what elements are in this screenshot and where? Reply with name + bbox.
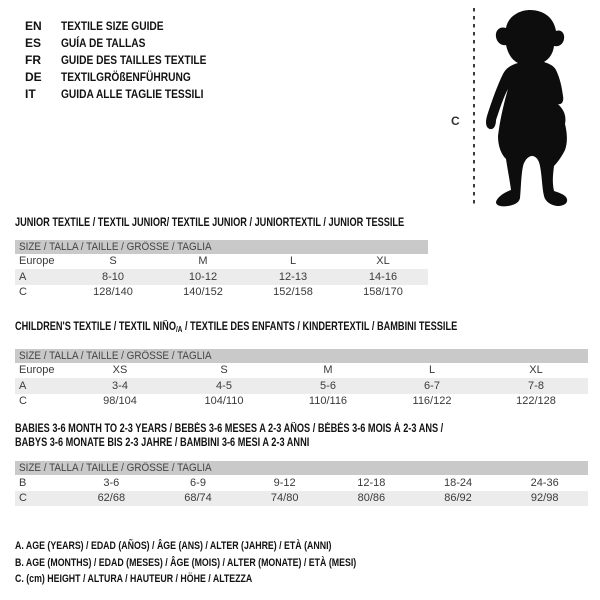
table-cell: 158/170	[363, 286, 403, 299]
guide-title-de: TEXTILGRÖßENFÜHRUNG	[61, 69, 191, 84]
table-cell: 122/128	[516, 395, 556, 408]
table-cell: S	[220, 364, 228, 377]
babies-size-table	[15, 461, 588, 506]
row-label: B	[19, 476, 27, 489]
table-row-height	[15, 394, 588, 410]
babies-section-title-line1	[15, 423, 588, 437]
table-cell: 9-12	[273, 476, 296, 489]
children-title-part2: / TEXTILE DES ENFANTS / KINDERTEXTIL / BAMBINI TESSILE	[182, 321, 458, 333]
baby-figure-svg	[450, 4, 590, 214]
height-measure-figure	[450, 4, 590, 214]
table-cell: XS	[112, 364, 128, 377]
children-textile-section	[15, 321, 588, 409]
table-cell: 7-8	[528, 379, 544, 392]
children-size-table	[15, 349, 588, 410]
row-label: C	[19, 492, 27, 505]
guide-title-it: GUIDA ALLE TAGLIE TESSILI	[61, 86, 204, 101]
table-cell: 140/152	[183, 286, 223, 299]
footnote-age-years	[15, 538, 442, 555]
row-label: Europe	[19, 364, 55, 377]
row-label: C	[19, 286, 27, 299]
junior-section-title-text: JUNIOR TEXTILE / TEXTIL JUNIOR/ TEXTILE JUNIOR / JUNIORTEXTIL / JUNIOR TESSILE	[15, 217, 405, 229]
table-cell: 152/158	[273, 286, 313, 299]
footnote-age-months-text: B. AGE (MONTHS) / EDAD (MESES) / ÂGE (MOIS) / ALTER (MONATE) / ETÀ (MESI)	[15, 556, 357, 569]
language-code: IT	[25, 86, 36, 101]
table-cell: 3-6	[103, 476, 120, 489]
table-cell: 6-7	[424, 379, 440, 392]
footnote-height	[15, 571, 442, 588]
guide-title-es: GUÍA DE TALLAS	[61, 35, 146, 50]
table-cell: 5-6	[320, 379, 336, 392]
table-cell: 104/110	[204, 395, 244, 408]
row-label: C	[19, 395, 27, 408]
table-row-europe	[15, 363, 588, 379]
table-cell: L	[428, 364, 436, 377]
table-cell: XL	[529, 364, 543, 377]
junior-textile-section	[15, 217, 428, 300]
babies-title-line2-text: BABYS 3-6 MONATE BIS 2-3 JAHRE / BAMBINI 3-6 MESI A 2-3 ANNI	[15, 436, 310, 449]
table-cell: 4-5	[216, 379, 232, 392]
table-cell: 80/86	[357, 492, 386, 505]
junior-size-table	[15, 240, 428, 301]
table-cell: 6-9	[190, 476, 206, 489]
size-header-bar	[15, 349, 588, 363]
table-cell: 18-24	[443, 476, 473, 489]
size-header-label: SIZE / TALLA / TAILLE / GRÖSSE / TAGLIA	[19, 349, 212, 362]
legend-footnotes	[15, 538, 442, 588]
guide-title-en: TEXTILE SIZE GUIDE	[61, 18, 164, 33]
size-header-label: SIZE / TALLA / TAILLE / GRÖSSE / TAGLIA	[19, 462, 212, 474]
table-cell: 98/104	[103, 395, 137, 408]
footnote-height-text: C. (cm) HEIGHT / ALTURA / HAUTEUR / HÖHE / ALTEZZA	[15, 573, 253, 586]
table-cell: 12-13	[278, 270, 308, 283]
children-title-subscript: /A	[175, 325, 183, 334]
language-row-it	[25, 85, 232, 102]
table-cell: 128/140	[93, 286, 133, 299]
table-cell: 62/68	[97, 492, 126, 505]
language-code: ES	[25, 35, 42, 50]
table-cell: L	[289, 255, 297, 268]
language-code: EN	[25, 18, 42, 33]
height-label: C	[451, 114, 460, 128]
table-row-height	[15, 491, 588, 507]
table-cell: 14-16	[368, 270, 398, 283]
junior-section-title	[15, 217, 428, 231]
children-section-title-text	[15, 321, 457, 337]
table-cell: 3-4	[112, 379, 128, 392]
table-cell: 110/116	[308, 395, 348, 408]
language-code: DE	[25, 69, 42, 84]
footnote-age-years-text: A. AGE (YEARS) / EDAD (AÑOS) / ÂGE (ANS) / ALTER (JAHRE) / ETÀ (ANNI)	[15, 540, 332, 553]
language-row-de	[25, 68, 232, 85]
language-row-es	[25, 34, 232, 51]
babies-section-title-line2	[15, 437, 588, 451]
table-row-age-months	[15, 475, 588, 491]
table-cell: 86/92	[444, 492, 472, 505]
table-cell: 10-12	[188, 270, 218, 283]
size-header-bar	[15, 461, 588, 475]
babies-textile-section	[15, 423, 588, 506]
table-cell: 116/122	[412, 395, 452, 408]
row-label: A	[19, 379, 27, 392]
table-cell: M	[198, 255, 208, 268]
size-header-bar	[15, 240, 428, 254]
table-cell: 12-18	[357, 476, 386, 489]
baby-silhouette-icon	[486, 10, 567, 206]
language-row-fr	[25, 51, 232, 68]
size-header-label: SIZE / TALLA / TAILLE / GRÖSSE / TAGLIA	[19, 240, 212, 253]
row-label: Europe	[19, 255, 55, 268]
table-row-age-years	[15, 378, 588, 394]
children-section-title	[15, 321, 588, 337]
table-row-age-years	[15, 269, 428, 285]
table-row-height	[15, 285, 428, 301]
footnote-age-months	[15, 555, 442, 572]
table-cell: M	[323, 364, 333, 377]
table-cell: 8-10	[101, 270, 125, 283]
language-row-en	[25, 17, 232, 34]
table-cell: 68/74	[184, 492, 212, 505]
table-cell: 24-36	[530, 476, 559, 489]
babies-title-line1-text: BABIES 3-6 MONTH TO 2-3 YEARS / BEBÉS 3-6 MESES A 2-3 AÑOS / BÉBÉS 3-6 MOIS À 2-3 ANS /	[15, 423, 444, 435]
language-code: FR	[25, 52, 41, 67]
table-cell: 74/80	[270, 492, 299, 505]
table-cell: S	[109, 255, 117, 268]
table-cell: XL	[376, 255, 390, 268]
children-title-part1: CHILDREN'S TEXTILE / TEXTIL NIÑO	[15, 321, 176, 333]
table-row-europe	[15, 254, 428, 270]
table-cell: 92/98	[530, 492, 559, 505]
language-title-list	[25, 17, 232, 102]
row-label: A	[19, 270, 27, 283]
guide-title-fr: GUIDE DES TAILLES TEXTILE	[61, 52, 207, 67]
